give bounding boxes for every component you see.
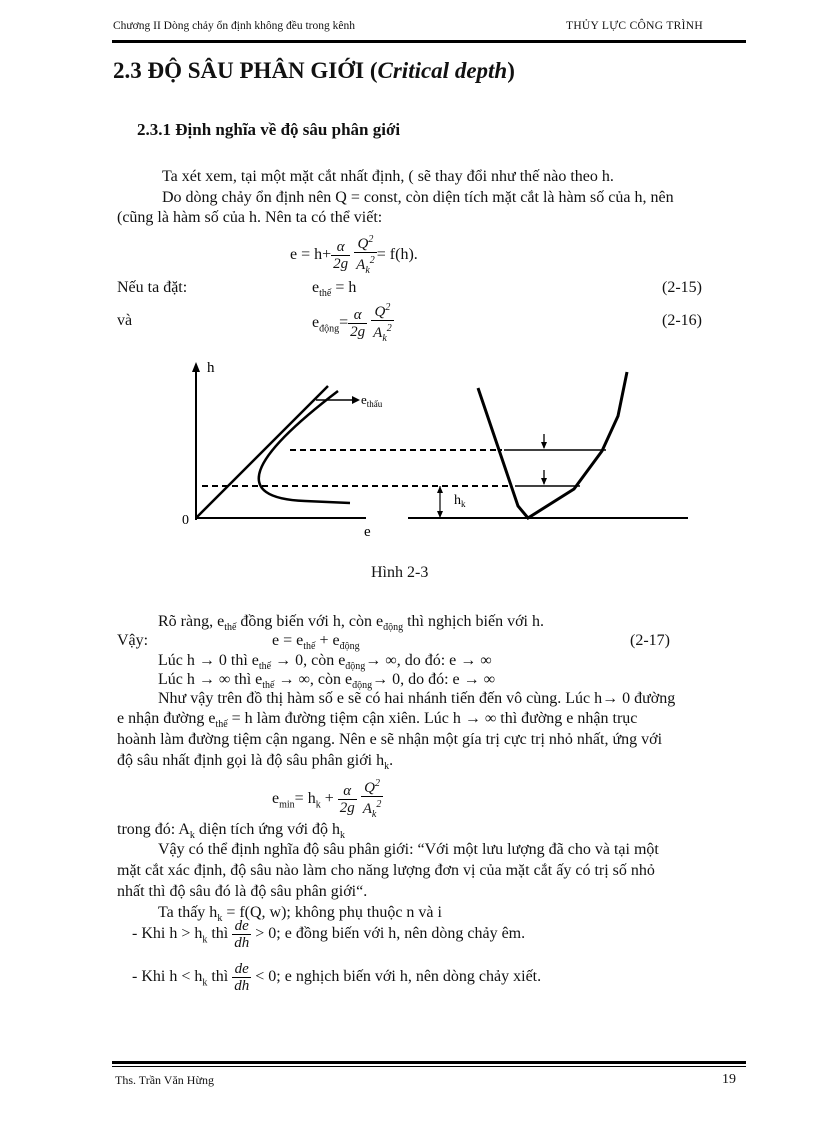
- eq215-lead: Nếu ta đặt:: [117, 279, 188, 296]
- subsection-title: 2.3.1 Định nghĩa về độ sâu phân giới: [137, 120, 401, 139]
- footer-rule-thin: [112, 1066, 746, 1067]
- footer-author: Ths. Trần Văn Hừng: [115, 1073, 214, 1087]
- body-line-1: Rõ ràng, $e_{thế}$ đồng biến với h, còn $e_{động}$ thì nghịch biến với h.: [158, 613, 544, 634]
- header-course: THỦY LỰC CÔNG TRÌNH: [566, 20, 703, 32]
- body-line-9: trong đó: $A_k$ diện tích ứng với độ $h_k$: [117, 821, 346, 842]
- equation-energy: e = h+ $\frac{\alpha}{2g}$ $\frac{Q^2}{A_k^2}$ = f(h).: [290, 234, 418, 276]
- equation-emin: $e_{min}= h_k$ + $\frac{\alpha}{2g}$ $\frac{Q^2}{A_k^2}$: [272, 778, 382, 820]
- body-line-6: e nhận đường $e_{thế} = h$ làm đường tiệm cận xiên. Lúc h → ∞ thì đường e nhận trục: [117, 710, 638, 731]
- e-the-line: [196, 386, 328, 518]
- paragraph-2a: Do dòng chảy ổn định nên Q = const, còn diện tích mặt cắt là hàm số của h, nên: [162, 189, 674, 206]
- water-level-marker-critical: [541, 478, 547, 485]
- origin-label: 0: [182, 513, 189, 528]
- bullet-subcritical: - Khi $h > h_k$ thì $\frac{de}{dh}$ > 0; e đồng biến với h, nên dòng chảy êm.: [132, 918, 526, 951]
- eq215: $e_{thế} = h$: [312, 279, 357, 300]
- header-rule: [112, 40, 746, 43]
- hk-label: $h_k$: [454, 493, 466, 509]
- eq215-number: (2-15): [662, 279, 702, 296]
- page-number: 19: [722, 1072, 736, 1087]
- section-title: 2.3 ĐỘ SÂU PHÂN GIỚI (Critical depth): [113, 58, 515, 83]
- body-line-13: Ta thấy $h_k = f(Q$, w); không phụ thuộc n và i: [158, 904, 442, 925]
- body-line-12: nhất thì độ sâu đó là độ sâu phân giới“.: [117, 883, 368, 900]
- h-axis-arrow: [192, 362, 200, 372]
- e-axis-label: e: [364, 524, 371, 540]
- body-line-5: Như vậy trên đồ thị hàm số e sẽ có hai nhánh tiến đến vô cùng. Lúc h→ 0 đường: [158, 690, 676, 707]
- eq216-number: (2-16): [662, 312, 702, 329]
- paragraph-2b: (cũng là hàm số của h. Nên ta có thể viết:: [117, 209, 383, 226]
- eq217-number: (2-17): [630, 632, 670, 649]
- body-line-3: Lúc h → 0 thì $e_{thế} \to 0$, còn $e_{động}\to$ ∞, do đó: e → ∞: [158, 652, 492, 673]
- body-line-10: Vậy có thể định nghĩa độ sâu phân giới: “Với một lưu lượng đã cho và tại một: [158, 841, 659, 858]
- h-axis-label: h: [207, 360, 215, 376]
- paragraph-1: Ta xét xem, tại một mặt cắt nhất định, ( sẽ thay đổi như thế nào theo h.: [162, 168, 614, 185]
- header-chapter: Chương II Dòng chảy ổn định không đều trong kênh: [113, 20, 355, 32]
- water-level-marker-upper: [541, 442, 547, 449]
- figure-2-3: [170, 358, 700, 548]
- eq216-lead: và: [117, 312, 133, 329]
- e-thau-label: $e_{thấu}$: [361, 392, 383, 409]
- footer-rule-thick: [112, 1061, 746, 1064]
- body-line-11: mặt cắt xác định, độ sâu nào làm cho năng lượng đơn vị của mặt cắt ấy có trị số nhỏ: [117, 862, 655, 879]
- body-line-8: độ sâu nhất định gọi là độ sâu phân giới $h_k$.: [117, 752, 394, 773]
- eq216: $e_{động}=$ $\frac{\alpha}{2g}$ $\frac{Q^2}{A_k^2}$: [312, 302, 392, 344]
- label-vay: Vậy:: [117, 632, 149, 649]
- eq217: $e = e_{thế} + e_{động}$: [272, 632, 360, 653]
- bullet-supercritical: - Khi $h < h_k$ thì $\frac{de}{dh}$ < 0; e nghịch biến với h, nên dòng chảy xiết.: [132, 961, 542, 994]
- body-line-7: hoành làm đường tiệm cận ngang. Nên e sẽ nhận một gía trị cực trị nhỏ nhất, ứng với: [117, 731, 663, 748]
- body-line-4: Lúc h → ∞ thì $e_{thế}$ → ∞, còn $e_{động}\to 0$, do đó: e → ∞: [158, 671, 496, 692]
- channel-cross-section: [478, 372, 627, 518]
- figure-caption: Hình 2-3: [371, 564, 429, 581]
